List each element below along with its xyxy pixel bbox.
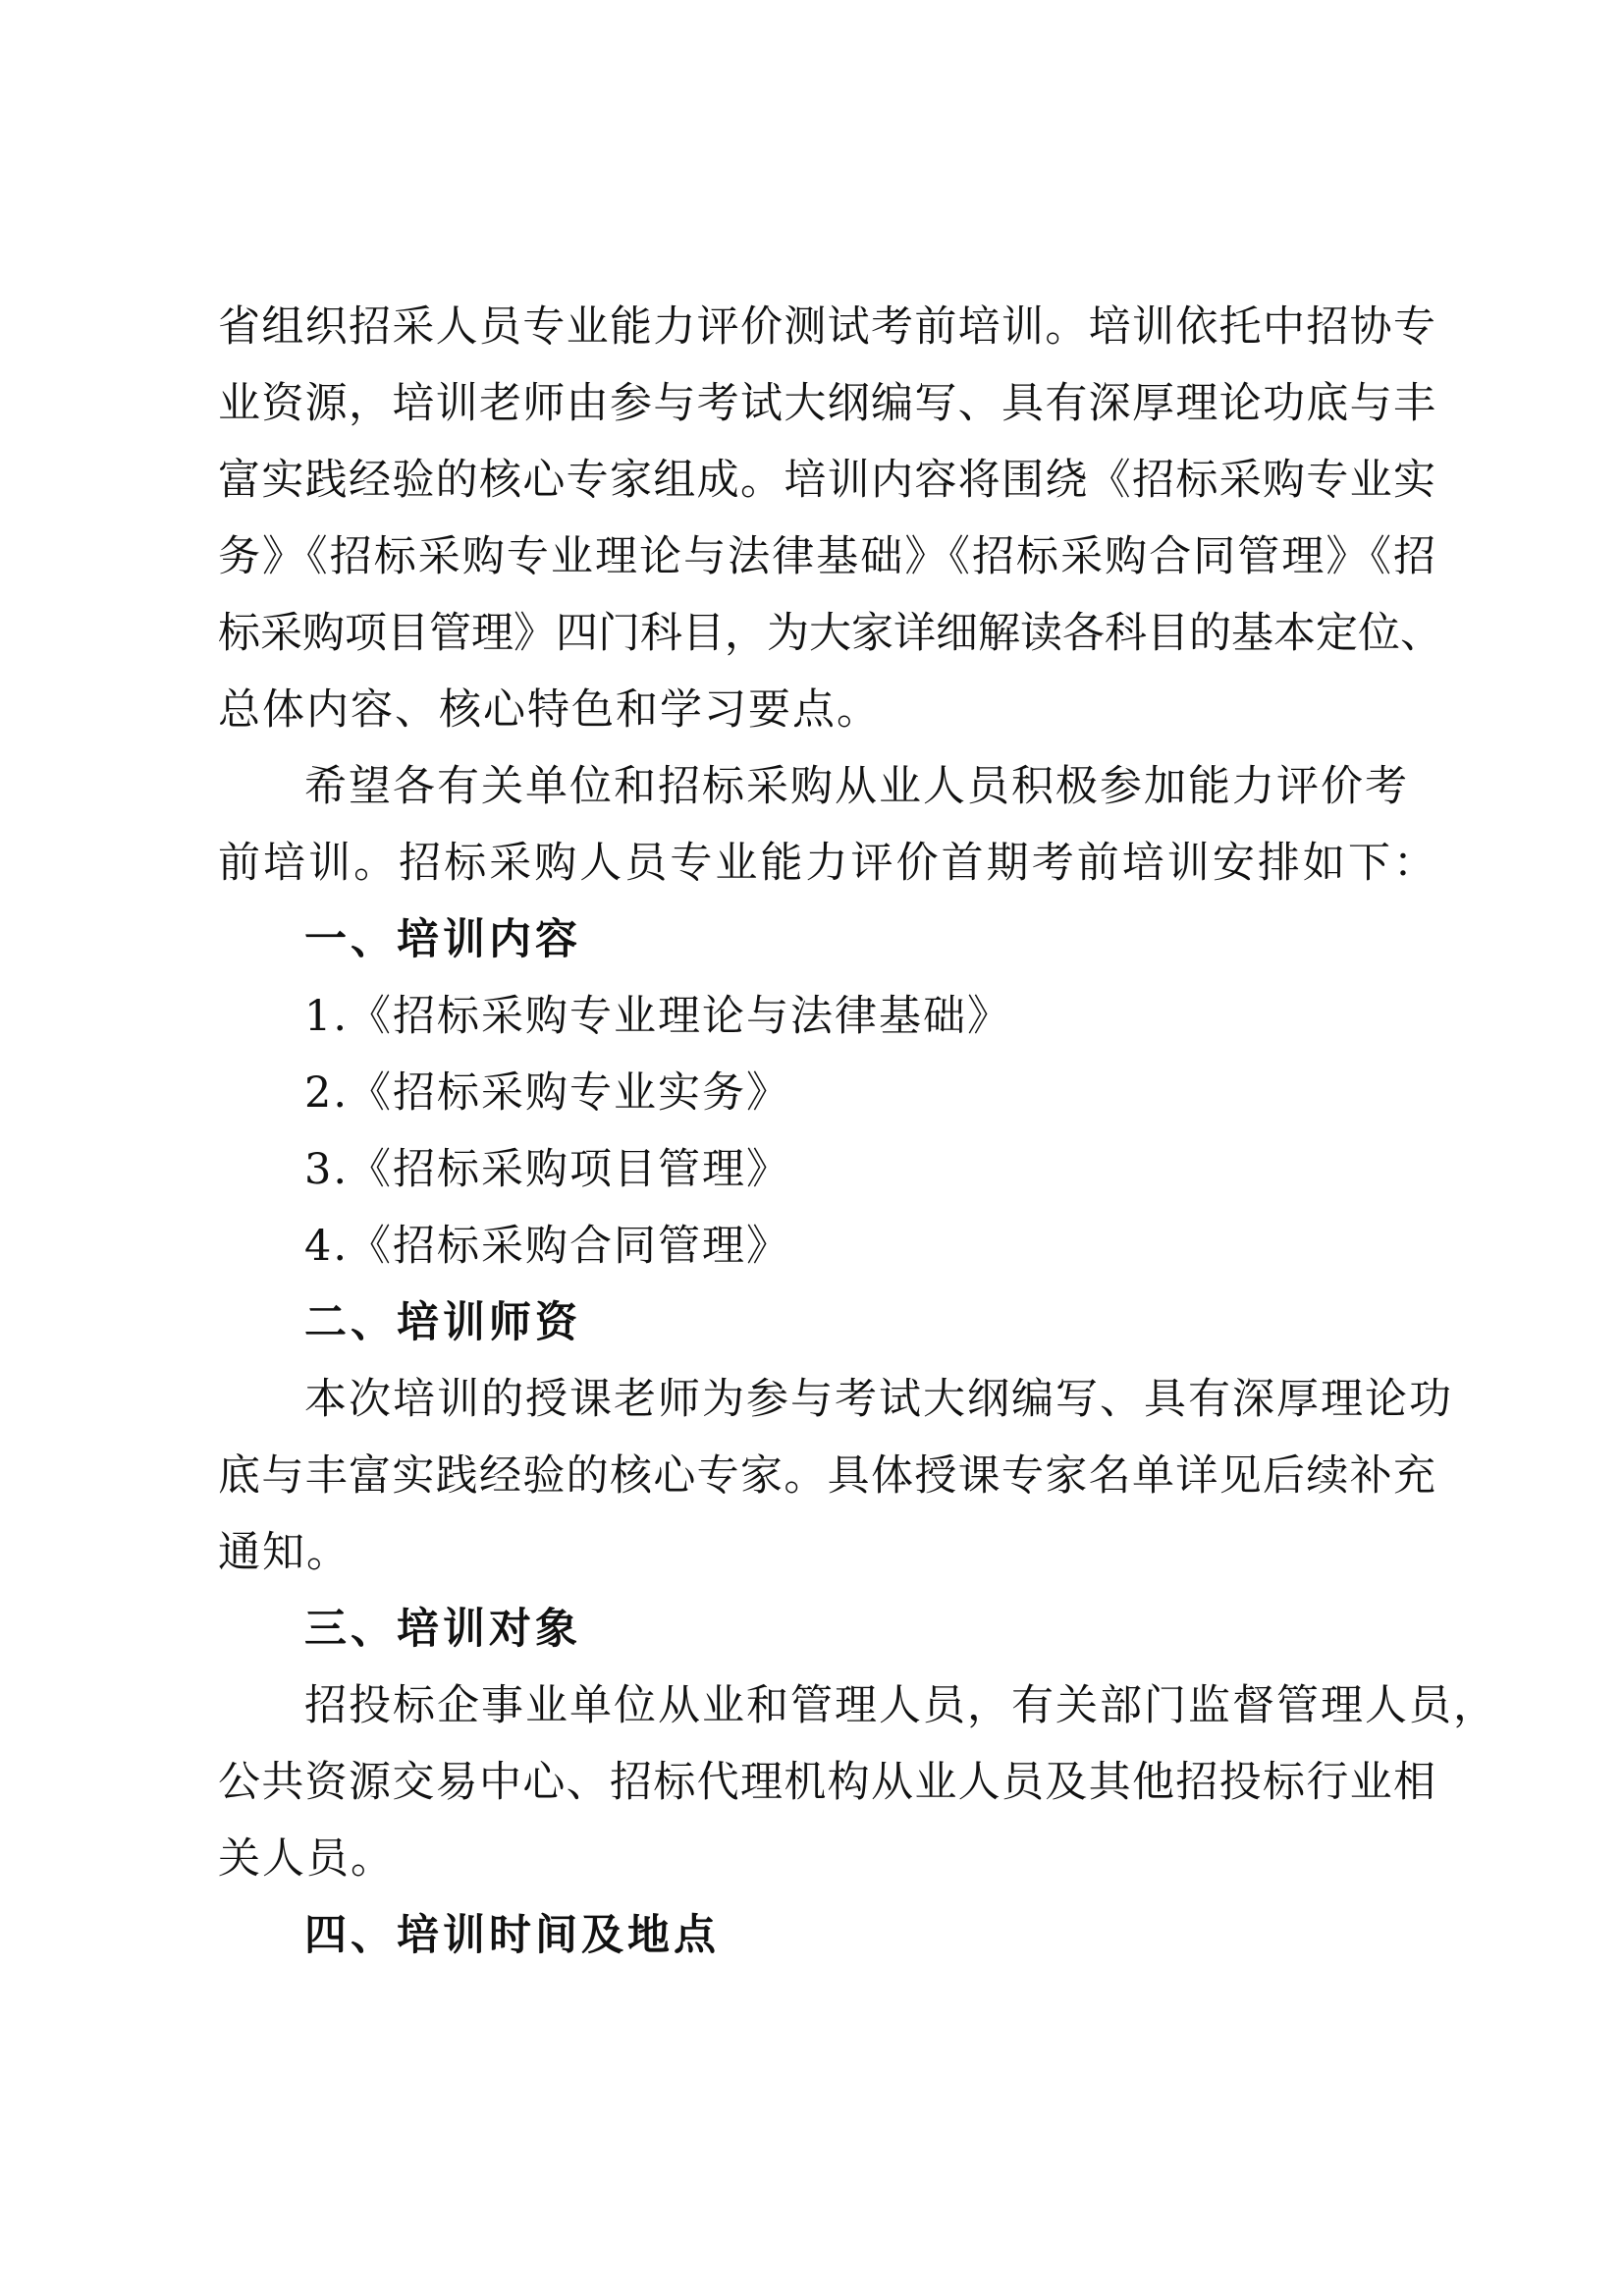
paragraph-line: 富实践经验的核心专家组成。培训内容将围绕《招标采购专业实 <box>218 456 1435 505</box>
paragraph-line: 招投标企事业单位从业和管理人员，有关部门监督管理人员， <box>304 1681 1497 1730</box>
paragraph-line: 务》《招标采购专业理论与法律基础》《招标采购合同管理》《招 <box>218 532 1435 581</box>
paragraph-line: 通知。 <box>218 1528 351 1577</box>
list-item: 1.《招标采购专业理论与法律基础》 <box>304 992 1012 1041</box>
list-item: 2.《招标采购专业实务》 <box>304 1068 791 1118</box>
section-heading: 四、培训时间及地点 <box>304 1911 720 1960</box>
list-item: 3.《招标采购项目管理》 <box>304 1145 791 1194</box>
paragraph-line: 底与丰富实践经验的核心专家。具体授课专家名单详见后续补充 <box>218 1451 1435 1501</box>
paragraph-line: 前培训。招标采购人员专业能力评价首期考前培训安排如下： <box>218 839 1435 888</box>
list-item: 4.《招标采购合同管理》 <box>304 1222 791 1271</box>
section-heading: 一、培训内容 <box>304 915 581 964</box>
paragraph-line: 标采购项目管理》四门科目，为大家详细解读各科目的基本定位、 <box>218 609 1442 658</box>
paragraph-line: 公共资源交易中心、招标代理机构从业人员及其他招投标行业相 <box>218 1758 1435 1807</box>
section-heading: 三、培训对象 <box>304 1605 581 1654</box>
paragraph-line: 总体内容、核心特色和学习要点。 <box>218 685 881 735</box>
paragraph-line: 省组织招采人员专业能力评价测试考前培训。培训依托中招协专 <box>218 302 1435 352</box>
paragraph-line: 希望各有关单位和招标采购从业人员积极参加能力评价考 <box>304 762 1409 811</box>
paragraph-line: 关人员。 <box>218 1834 395 1884</box>
paragraph-line: 本次培训的授课老师为参与考试大纲编写、具有深厚理论功 <box>304 1375 1453 1424</box>
section-heading: 二、培训师资 <box>304 1298 581 1347</box>
paragraph-line: 业资源，培训老师由参与考试大纲编写、具有深厚理论功底与丰 <box>218 379 1435 428</box>
